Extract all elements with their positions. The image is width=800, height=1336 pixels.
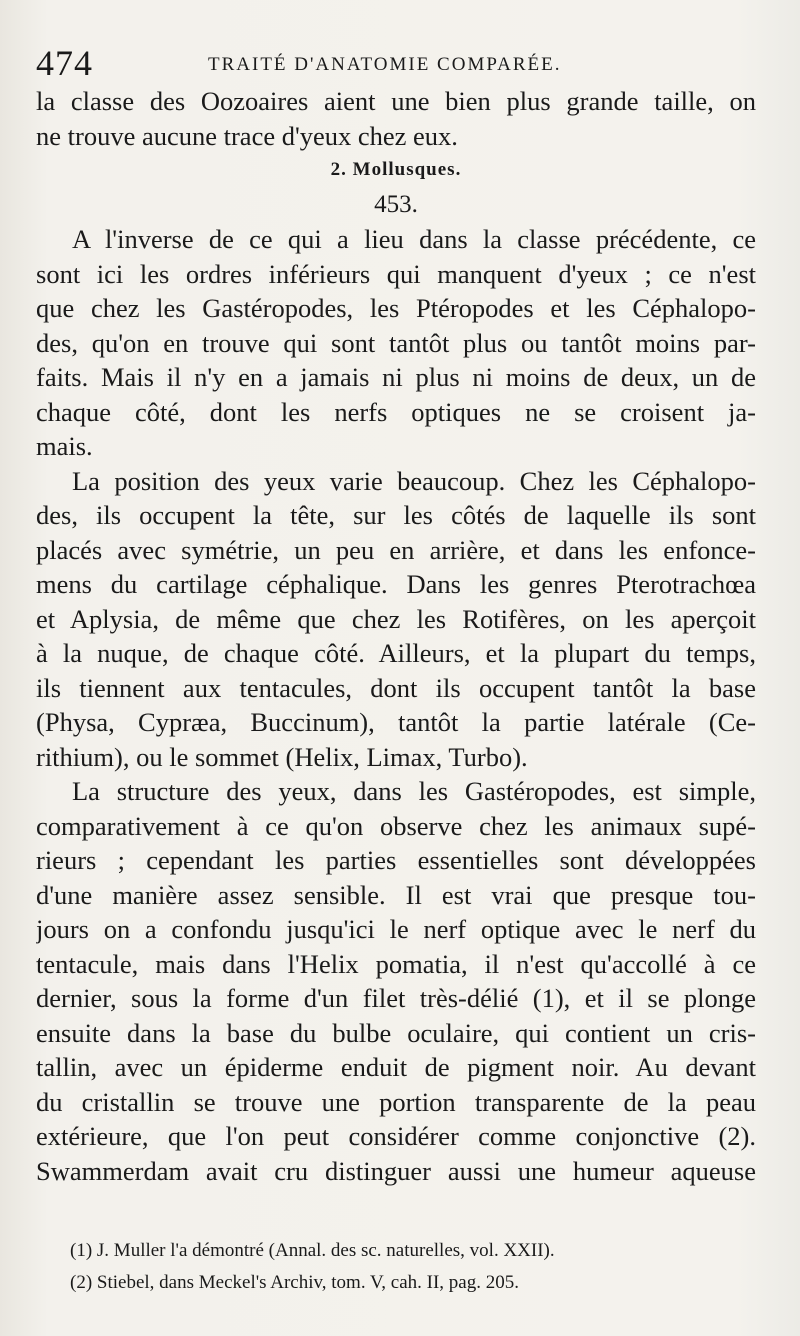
- text-line: d'une manière assez sensible. Il est vrai que presque tou-: [36, 879, 756, 910]
- text-line: jours on a confondu jusqu'ici le nerf optique avec le nerf du: [36, 914, 756, 944]
- section-heading: 2. Mollusques.: [330, 159, 462, 180]
- text-line: rithium), ou le sommet (Helix, Limax, Turbo).: [36, 741, 528, 772]
- text-line: chaque côté, dont les nerfs optiques ne se croisent ja-: [36, 396, 756, 427]
- running-title: TRAITÉ D'ANATOMIE COMPARÉE.: [208, 54, 562, 75]
- text-line: Swammerdam avait cru distinguer aussi une humeur aqueuse: [36, 1155, 756, 1186]
- text-line: à la nuque, de chaque côté. Ailleurs, et la plupart du temps,: [36, 638, 756, 668]
- section-number: 453.: [374, 190, 418, 218]
- text-line: ils tiennent aux tentacules, dont ils occupent tantôt la base: [36, 672, 756, 703]
- text-line: A l'inverse de ce qui a lieu dans la classe précédente, ce: [72, 224, 756, 254]
- footnote-2: (2) Stiebel, dans Meckel's Archiv, tom. V, cah. II, pag. 205.: [70, 1272, 519, 1293]
- footnote-1: (1) J. Muller l'a démontré (Annal. des sc. naturelles, vol. XXII).: [70, 1240, 555, 1261]
- body-text: [36, 84, 756, 1188]
- text-line: ne trouve aucune trace d'yeux chez eux.: [36, 120, 458, 151]
- text-line: rieurs ; cependant les parties essentielles sont développées: [36, 845, 756, 875]
- text-line: du cristallin se trouve une portion transparente de la peau: [36, 1086, 756, 1117]
- page-number: 474: [36, 43, 93, 83]
- text-line: extérieure, que l'on peut considérer comme conjonctive (2).: [36, 1121, 756, 1151]
- text-line: placés avec symétrie, un peu en arrière, et dans les enfonce-: [36, 534, 756, 565]
- text-line: faits. Mais il n'y en a jamais ni plus ni moins de deux, un de: [36, 362, 756, 392]
- text-line: tallin, avec un épiderme enduit de pigment noir. Au devant: [36, 1052, 756, 1082]
- footnotes: [70, 1235, 740, 1299]
- page-header: [36, 40, 756, 86]
- text-line: mais.: [36, 431, 93, 461]
- text-line: sont ici les ordres inférieurs qui manquent d'yeux ; ce n'est: [36, 258, 756, 289]
- text-line: des, qu'on en trouve qui sont tantôt plus ou tantôt moins par-: [36, 327, 756, 358]
- text-line: des, ils occupent la tête, sur les côtés de laquelle ils sont: [36, 500, 756, 530]
- text-line: et Aplysia, de même que chez les Rotifères, on les aperçoit: [36, 603, 756, 634]
- text-line: comparativement à ce qu'on observe chez les animaux supé-: [36, 810, 756, 841]
- text-line: mens du cartilage céphalique. Dans les genres Pterotrachœa: [36, 569, 756, 599]
- text-line: dernier, sous la forme d'un filet très-délié (1), et il se plonge: [36, 983, 756, 1013]
- text-line: que chez les Gastéropodes, les Ptéropodes et les Céphalopo-: [36, 293, 756, 323]
- text-line: la classe des Oozoaires aient une bien plus grande taille, on: [36, 86, 756, 116]
- text-line: ensuite dans la base du bulbe oculaire, qui contient un cris-: [36, 1017, 756, 1048]
- text-line: (Physa, Cypræa, Buccinum), tantôt la partie latérale (Ce-: [36, 707, 756, 737]
- text-line: La position des yeux varie beaucoup. Chez les Céphalopo-: [72, 465, 756, 496]
- text-line: La structure des yeux, dans les Gastéropodes, est simple,: [72, 776, 756, 806]
- text-line: tentacule, mais dans l'Helix pomatia, il n'est qu'accollé à ce: [36, 948, 756, 979]
